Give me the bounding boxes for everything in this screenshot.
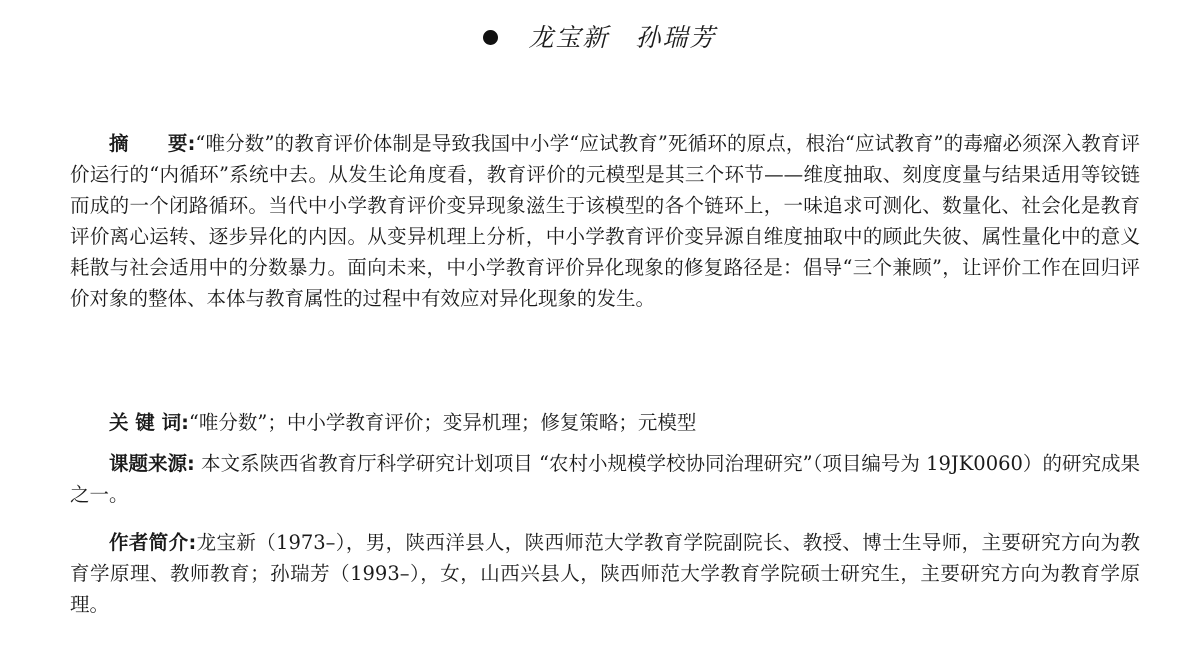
abstract-label: 摘 要: bbox=[109, 132, 196, 155]
keywords-paragraph bbox=[70, 407, 1140, 438]
author-bio-text: 龙宝新（1973–），男，陕西洋县人，陕西师范大学教育学院副院长、教授、博士生导师，主要研究方向为教育学原理、教师教育；孙瑞芳（1993–），女，山西兴县人，陕西师范大学教育学院硕士研究生，主要研究方向为教育学原理。 bbox=[70, 531, 1140, 616]
funding-label: 课题来源: bbox=[109, 452, 195, 475]
keywords-text: “唯分数”；中小学教育评价；变异机理；修复策略；元模型 bbox=[188, 411, 697, 434]
keywords-section bbox=[70, 407, 1140, 438]
funding-paragraph bbox=[70, 448, 1140, 510]
funding-section bbox=[70, 448, 1140, 510]
author-bio-section bbox=[70, 527, 1140, 620]
abstract-text: “唯分数”的教育评价体制是导致我国中小学“应试教育”死循环的原点，根治“应试教育”的毒瘤必须深入教育评价运行的“内循环”系统中去。从发生论角度看，教育评价的元模型是其三个环节——维度抽取、刻度度量与结果适用等铰链而成的一个闭路循环。当代中小学教育评价变异现象滋生于该模型的各个链环上，一味追求可测化、数量化、社会化是教育评价离心运转、逐步异化的内因。从变异机理上分析，中小学教育评价变异源自维度抽取中的顾此失彼、属性量化中的意义耗散与社会适用中的分数暴力。面向未来，中小学教育评价异化现象的修复路径是：倡导“三个兼顾”，让评价工作在回归评价对象的整体、本体与教育属性的过程中有效应对异化现象的发生。 bbox=[70, 132, 1140, 310]
keywords-label: 关 键 词: bbox=[109, 411, 189, 434]
author-bio-paragraph bbox=[70, 527, 1140, 620]
author-bio-label: 作者简介: bbox=[109, 531, 197, 554]
funding-text: 本文系陕西省教育厅科学研究计划项目 “农村小规模学校协同治理研究”（项目编号为 19JK0060）的研究成果之一。 bbox=[70, 452, 1140, 506]
abstract-paragraph bbox=[70, 128, 1140, 314]
bullet-icon bbox=[483, 30, 498, 45]
author-name-1: 龙宝新 bbox=[528, 23, 610, 52]
author-name-2: 孙瑞芳 bbox=[635, 23, 717, 52]
abstract-section bbox=[70, 128, 1140, 314]
author-line bbox=[0, 20, 1200, 56]
